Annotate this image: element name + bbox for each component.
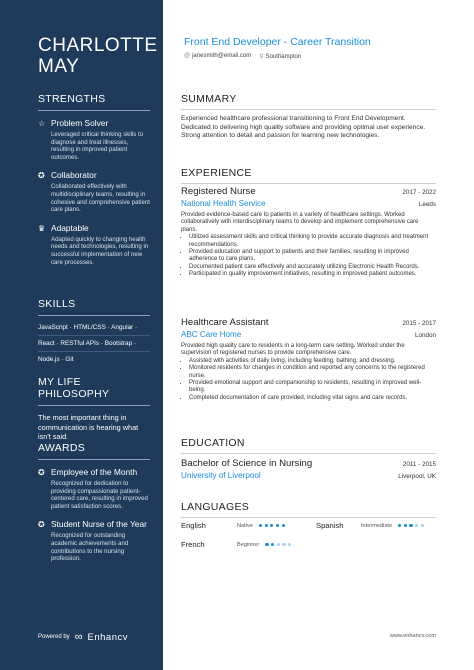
candidate-name <box>38 35 158 77</box>
award-desc: Recognized for dedication to providing compassionate patient-centered care, resulting in improved patient satisfaction scores. <box>51 480 148 510</box>
email-contact[interactable] <box>184 53 251 60</box>
language-rating <box>259 524 285 527</box>
skills-title: SKILLS <box>38 298 150 316</box>
job-bullet: • Provided education and support to patients and their families, resulting in improved adherence to care plans. <box>189 249 436 264</box>
brand-name: Enhancv <box>87 631 129 643</box>
name-line-1: CHARLOTTE <box>38 35 158 56</box>
job-bullet: • Assisted with activities of daily living, including feeding, bathing, and dressing. <box>189 358 436 365</box>
rating-dot-filled <box>398 524 401 527</box>
experience-section <box>181 167 436 184</box>
strength-title: Collaborator <box>51 170 97 181</box>
language-name: French <box>181 540 205 549</box>
award-title: Employee of the Month <box>51 467 138 477</box>
school-location: Liverpool, UK <box>398 473 436 480</box>
rating-dot-empty <box>288 543 291 546</box>
rating-dot-empty <box>421 524 424 527</box>
sidebar <box>0 0 163 670</box>
job-bullet: • Utilized assessment skills and critical thinking to provide accurate diagnosis and treatment recommendations. <box>189 234 436 249</box>
job-title: Healthcare Assistant <box>181 317 269 328</box>
award-title: Student Nurse of the Year <box>51 519 147 530</box>
language-rating <box>265 543 291 546</box>
degree-title: Bachelor of Science in Nursing <box>181 458 313 469</box>
strength-title: Problem Solver <box>51 118 109 128</box>
language-level: Intermediate <box>361 522 393 529</box>
rating-dot-filled <box>271 543 274 546</box>
location-contact <box>259 53 301 60</box>
job-description: Provided high quality care to residents in a long-term care setting. Worked under the supervision of registered nurses to provide comprehensive care. <box>181 343 405 357</box>
rating-dot-filled <box>270 524 273 527</box>
rating-dot-filled <box>259 524 262 527</box>
rating-dot-empty <box>282 543 285 546</box>
job-company: ABC Care Home <box>181 330 242 339</box>
education-section <box>181 437 436 454</box>
rating-dot-filled <box>265 543 268 546</box>
rating-dot-empty <box>277 543 280 546</box>
rating-dot-filled <box>276 524 279 527</box>
education-title: EDUCATION <box>181 437 436 454</box>
education-dates: 2011 - 2015 <box>402 461 436 468</box>
job-bullets <box>181 234 436 278</box>
name-line-2: MAY <box>38 56 80 77</box>
job-dates: 2017 - 2022 <box>402 189 436 196</box>
job-title: Registered Nurse <box>181 186 256 197</box>
job-bullet: • Completed documentation of care provided, including vital signs and care records. <box>189 395 436 402</box>
strengths-section <box>38 93 150 275</box>
language-name: Spanish <box>316 521 344 530</box>
footer-site[interactable]: www.enhancv.com <box>389 633 436 639</box>
job-bullet: • Provided emotional support and companionship to residents, resulting in improved well-being. <box>189 380 436 395</box>
powered-by-label: Powered by <box>38 634 70 640</box>
job-location: London <box>414 332 436 339</box>
contact-info <box>184 53 301 60</box>
language-item <box>181 521 285 530</box>
rating-dot-empty <box>415 524 418 527</box>
award-item <box>38 519 150 562</box>
award-icon: ✪ <box>38 520 45 530</box>
philosophy-title: MY LIFE PHILOSOPHY <box>38 376 150 406</box>
award-desc: Recognized for outstanding academic achievements and contributions to the nursing profession. <box>51 532 129 563</box>
powered-by <box>38 631 128 643</box>
at-icon: @ <box>184 53 191 59</box>
strength-item <box>38 118 150 161</box>
languages-title: LANGUAGES <box>181 501 436 518</box>
language-level: Native <box>237 522 253 529</box>
strength-item <box>38 170 150 213</box>
job-entry <box>181 317 436 402</box>
skills-row: React · RESTful APIs · Bootstrap · <box>38 339 150 352</box>
experience-title: EXPERIENCE <box>181 167 436 184</box>
strength-desc: Collaborated effectively with multidisciplinary teams, resulting in cohesive and comprehensive patient care plans. <box>51 183 150 214</box>
role-title: Front End Developer - Career Transition <box>184 36 371 48</box>
award-item <box>38 467 150 510</box>
language-level: Beginner <box>237 541 260 548</box>
award-icon: ✪ <box>38 171 45 181</box>
summary-text: Experienced healthcare professional transitioning to Front End Development. Dedicated to delivering high quality software and providing optimal user experience. Strong attention to detail and passion for learning new technologies. <box>181 115 426 139</box>
awards-section <box>38 442 150 572</box>
strength-title: Adaptable <box>51 222 89 233</box>
awards-title: AWARDS <box>38 442 150 460</box>
language-item <box>316 521 424 530</box>
rating-dot-filled <box>282 524 285 527</box>
job-company: National Health Service <box>181 199 266 208</box>
job-bullet: • Documented patient care effectively and accurately utilizing Electronic Health Records. <box>189 264 436 271</box>
job-bullets <box>181 358 436 402</box>
philosophy-text: The most important thing in communication is hearing what isn't said. <box>38 413 139 442</box>
enhancv-logo-icon: ∞ <box>74 631 83 643</box>
job-bullet: • Monitored residents for changes in condition and reported any concerns to the registered nurse. <box>189 365 436 380</box>
strength-desc: Adapted quickly to changing health needs and technologies, resulting in successful implementation of new care processes. <box>51 235 149 266</box>
summary-title: SUMMARY <box>181 93 436 110</box>
strength-desc: Leveraged critical thinking skills to diagnose and treat illnesses, resulting in improved patient outcomes. <box>51 131 144 161</box>
strengths-title: STRENGTHS <box>38 93 150 111</box>
language-item <box>181 540 291 549</box>
philosophy-section <box>38 376 150 442</box>
star-icon: ☆ <box>38 119 46 128</box>
school-name: University of Liverpool <box>181 471 261 480</box>
rating-dot-filled <box>404 524 407 527</box>
rating-dot-filled <box>409 524 412 527</box>
trophy-icon: ♛ <box>38 223 46 233</box>
summary-section <box>181 93 436 141</box>
job-bullet: • Participated in quality improvement initiatives, resulting in improved patient outcomes. <box>189 271 436 278</box>
location-text: Southampton <box>265 54 302 60</box>
job-entry <box>181 186 436 279</box>
job-description: Provided evidence-based care to patients in a variety of healthcare settings. Worked collaboratively with interdisciplinary teams to develop and implement comprehensive care plans. <box>181 212 419 233</box>
skills-row: JavaScript · HTML/CSS · Angular · <box>38 323 150 336</box>
rating-dot-filled <box>265 524 268 527</box>
location-pin-icon: ⚲ <box>259 54 264 60</box>
language-name: English <box>181 521 206 530</box>
strength-item <box>38 223 150 266</box>
email-text: janesmith@email.com <box>192 53 252 59</box>
award-icon: ✪ <box>38 468 45 477</box>
education-entry <box>181 458 436 480</box>
job-dates: 2015 - 2017 <box>402 320 436 327</box>
language-rating <box>398 524 424 527</box>
job-location: Leeds <box>418 201 436 208</box>
skills-section <box>38 298 150 370</box>
languages-section <box>181 501 436 518</box>
skills-row: Node.js · Git <box>38 356 74 363</box>
